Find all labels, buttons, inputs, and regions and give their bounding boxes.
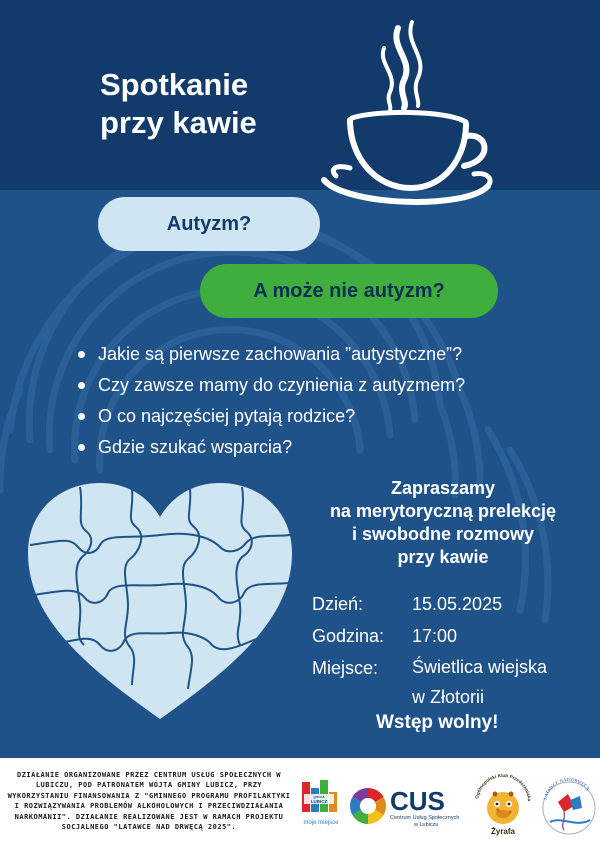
pill-autism: Autyzm? bbox=[98, 197, 320, 251]
invite-line-3: i swobodne rozmowy bbox=[351, 524, 534, 544]
detail-row-date bbox=[312, 588, 582, 620]
puzzle-heart-icon bbox=[20, 475, 300, 725]
time-label: Godzina: bbox=[312, 626, 385, 646]
cus-abbr: CUS bbox=[390, 786, 445, 816]
free-entry: Wstęp wolny! bbox=[376, 712, 499, 733]
place-value-line-1: Świetlica wiejska bbox=[412, 657, 548, 677]
page-title bbox=[100, 66, 257, 142]
date-value: 15.05.2025 bbox=[412, 594, 503, 614]
zyrafa-name: Żyrafa bbox=[490, 827, 516, 836]
moje-miejsce-mid-text: LUBICZ bbox=[310, 799, 328, 804]
cus-name-line-2: w Lubiczu bbox=[414, 822, 439, 828]
list-item: O co najczęściej pytają rodzice? bbox=[76, 401, 465, 432]
zyrafa-logo bbox=[470, 772, 536, 838]
place-value-line-2: w Złotorii bbox=[412, 687, 485, 707]
coffee-cup-icon bbox=[316, 18, 496, 218]
cus-logo-mark bbox=[348, 784, 466, 828]
pill-maybe-not-autism: A może nie autyzm? bbox=[200, 264, 498, 318]
list-item: Jakie są pierwsze zachowania ”autystyczne”? bbox=[76, 339, 465, 370]
latawce-logo-mark bbox=[540, 774, 598, 838]
event-details bbox=[312, 588, 582, 712]
zyrafa-arc-text: Ogólnopolski Klub Przedszkolaka bbox=[474, 772, 533, 802]
invitation-text bbox=[298, 477, 588, 569]
list-item: Gdzie szukać wsparcia? bbox=[76, 432, 465, 463]
cus-name-line-1: Centrum Usług Społecznych bbox=[390, 815, 460, 821]
place-value bbox=[412, 652, 582, 712]
moje-miejsce-top-text: gmina bbox=[313, 794, 325, 799]
date-label: Dzień: bbox=[312, 594, 364, 614]
latawce-arc-text: LATAWCE NAD DRWĘCĄ bbox=[542, 776, 591, 801]
zyrafa-logo-mark bbox=[470, 772, 536, 838]
place-label: Miejsce: bbox=[312, 658, 379, 678]
title-line-1: Spotkanie bbox=[100, 67, 249, 102]
moje-miejsce-logo-mark bbox=[300, 778, 342, 836]
invite-line-1: Zapraszamy bbox=[390, 478, 496, 498]
moje-miejsce-bottom-text: moje miejsce bbox=[303, 820, 339, 826]
invite-line-4: przy kawie bbox=[397, 547, 489, 567]
detail-row-time bbox=[312, 620, 582, 652]
header-band bbox=[0, 0, 600, 190]
questions-list bbox=[76, 339, 465, 463]
cus-logo bbox=[348, 784, 466, 828]
moje-miejsce-logo bbox=[300, 778, 342, 836]
title-line-2: przy kawie bbox=[100, 105, 257, 140]
detail-row-place bbox=[312, 652, 582, 712]
latawce-logo bbox=[540, 774, 598, 838]
invite-line-2: na merytoryczną prelekcję bbox=[329, 501, 557, 521]
time-value: 17:00 bbox=[412, 626, 458, 646]
list-item: Czy zawsze mamy do czynienia z autyzmem? bbox=[76, 370, 465, 401]
footer-funding-note: DZIAŁANIE ORGANIZOWANE PRZEZ CENTRUM USŁUG SPOŁECZNYCH W LUBICZU, POD PATRONATEM WÓJTA GMINY LUBICZ, PRZY WYKORZYSTANIU FINANSOWANIA Z "GMINNEGO PROGRAMU PROFILAKTYKI I ROZWIĄZYWANIA PROBLEMÓW ALKOHOLOWYCH I PRZECIWDZIAŁANIA NARKOMANII". DZIAŁANIE REALIZOWANE JEST W RAMACH PROJEKTU SOCJALNEGO "LATAWCE NAD DRWĘCĄ 2025". bbox=[7, 771, 291, 832]
